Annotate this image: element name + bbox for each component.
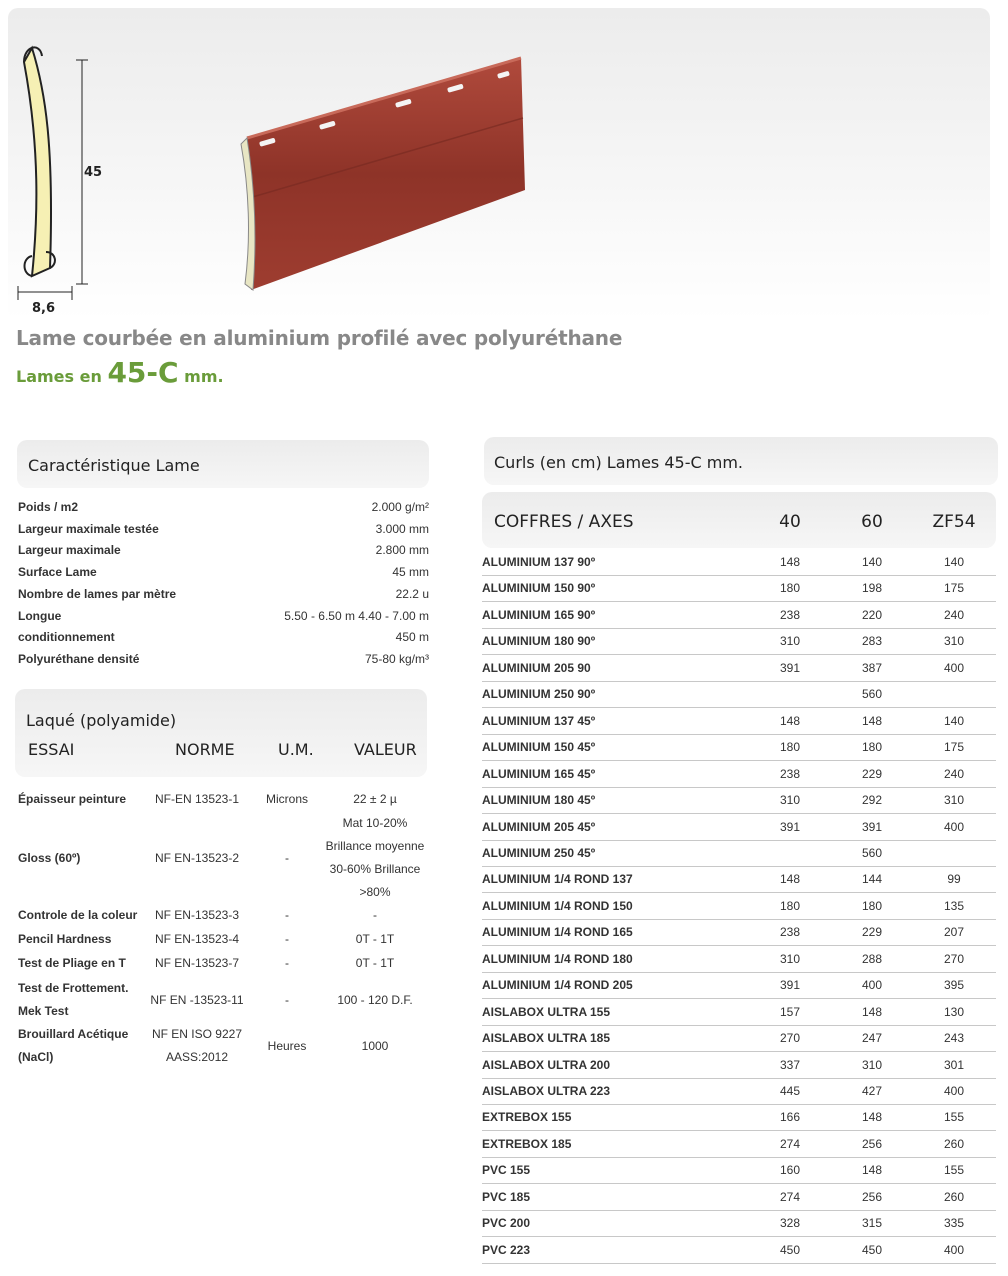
curls-value-zf54: 400 bbox=[943, 819, 965, 834]
curls-row-name: ALUMINIUM 150 45º bbox=[482, 740, 596, 755]
spec-value: 2.000 g/m² bbox=[371, 500, 429, 514]
page-subtitle bbox=[16, 356, 224, 389]
laque-col-essai: ESSAI bbox=[28, 740, 75, 759]
curls-value-40: 337 bbox=[779, 1057, 801, 1072]
laque-valeur: Brillance moyenne bbox=[325, 839, 425, 853]
laque-essai: Mek Test bbox=[18, 1004, 69, 1018]
laque-norme: AASS:2012 bbox=[165, 1050, 229, 1064]
laque-essai: Test de Frottement. bbox=[18, 981, 129, 995]
laque-essai: (NaCl) bbox=[18, 1050, 54, 1064]
curls-value-zf54: 301 bbox=[943, 1057, 965, 1072]
curls-value-60: 148 bbox=[861, 1110, 883, 1125]
curls-value-zf54: 243 bbox=[943, 1031, 965, 1046]
curls-value-60: 229 bbox=[861, 766, 883, 781]
curls-value-60: 450 bbox=[861, 1242, 883, 1257]
spec-row bbox=[18, 605, 429, 627]
curls-value-zf54: 260 bbox=[943, 1189, 965, 1204]
subtitle-suffix: mm. bbox=[184, 367, 224, 386]
curls-value-zf54: 207 bbox=[943, 925, 965, 940]
curls-row bbox=[482, 761, 996, 788]
curls-value-zf54: 400 bbox=[943, 660, 965, 675]
curls-value-60: 256 bbox=[861, 1189, 883, 1204]
curls-value-60: 427 bbox=[861, 1084, 883, 1098]
curls-value-zf54: 270 bbox=[943, 951, 965, 966]
curls-value-zf54: 310 bbox=[943, 634, 965, 649]
curls-row-name: AISLABOX ULTRA 185 bbox=[482, 1031, 611, 1046]
laque-um: - bbox=[285, 932, 289, 946]
curls-value-60: 560 bbox=[861, 845, 883, 860]
curls-row-name: AISLABOX ULTRA 155 bbox=[482, 1004, 611, 1019]
curls-row bbox=[482, 866, 996, 893]
page-title: Lame courbée en aluminium profilé avec polyuréthane bbox=[16, 326, 623, 350]
spec-row bbox=[18, 539, 429, 561]
laque-valeur: 0T - 1T bbox=[355, 956, 395, 970]
curls-value-40: 391 bbox=[779, 660, 801, 675]
curls-value-60: 148 bbox=[861, 1163, 883, 1178]
subtitle-size: 45-C bbox=[107, 356, 179, 389]
curls-value-40: 391 bbox=[779, 819, 801, 834]
curls-row bbox=[482, 1157, 996, 1184]
laque-valeur: 100 - 120 D.F. bbox=[337, 992, 413, 1007]
curls-row-name: ALUMINIUM 1/4 ROND 180 bbox=[482, 951, 633, 966]
laque-um: - bbox=[285, 992, 289, 1007]
curls-row-name: ALUMINIUM 180 45º bbox=[482, 793, 596, 808]
curls-value-40: 157 bbox=[779, 1004, 801, 1019]
laque-header bbox=[15, 689, 427, 777]
laque-um: Microns bbox=[265, 792, 308, 806]
curls-row-name: ALUMINIUM 205 90 bbox=[482, 660, 591, 675]
spec-value: 2.800 mm bbox=[375, 543, 429, 558]
curls-value-zf54: 140 bbox=[943, 713, 965, 728]
spec-row bbox=[18, 626, 429, 648]
curls-row-name: ALUMINIUM 1/4 ROND 137 bbox=[482, 872, 633, 887]
curls-row bbox=[482, 549, 996, 576]
curls-row-name: EXTREBOX 185 bbox=[482, 1136, 572, 1151]
curls-value-zf54: 310 bbox=[943, 793, 965, 808]
curls-value-zf54: 260 bbox=[943, 1136, 965, 1151]
caracteristique-title: Caractéristique Lame bbox=[28, 456, 200, 475]
spec-row bbox=[18, 648, 429, 670]
curls-row bbox=[482, 1131, 996, 1158]
spec-row bbox=[18, 583, 429, 605]
curls-value-zf54: 175 bbox=[943, 581, 965, 596]
spec-row bbox=[18, 561, 429, 583]
curls-value-40: 238 bbox=[779, 766, 801, 781]
curls-row bbox=[482, 575, 996, 602]
curls-row bbox=[482, 602, 996, 629]
curls-value-60: 180 bbox=[861, 740, 883, 755]
curls-row bbox=[482, 1184, 996, 1211]
curls-value-60: 310 bbox=[861, 1057, 883, 1072]
curls-row bbox=[482, 787, 996, 814]
spec-value: 5.50 - 6.50 m 4.40 - 7.00 m bbox=[284, 608, 429, 623]
curls-value-40: 310 bbox=[779, 793, 801, 808]
laque-valeur: - bbox=[373, 908, 377, 922]
height-dimension-label: 45 bbox=[84, 165, 103, 180]
laque-col-valeur: VALEUR bbox=[354, 740, 417, 759]
curls-value-60: 387 bbox=[861, 660, 883, 675]
curls-value-60: 229 bbox=[861, 925, 883, 940]
curls-value-zf54: 155 bbox=[943, 1110, 965, 1125]
curls-row bbox=[482, 946, 996, 973]
curls-row-name: AISLABOX ULTRA 223 bbox=[482, 1084, 611, 1098]
curls-header bbox=[484, 437, 998, 485]
laque-valeur: >80% bbox=[359, 885, 391, 899]
curls-value-60: 144 bbox=[861, 872, 883, 887]
curls-value-60: 283 bbox=[861, 634, 883, 649]
spec-value: 450 m bbox=[395, 630, 429, 645]
laque-col-um: U.M. bbox=[278, 740, 314, 759]
curls-col-40: 40 bbox=[779, 512, 801, 532]
curls-row-name: ALUMINIUM 205 45º bbox=[482, 819, 596, 834]
spec-value: 3.000 mm bbox=[375, 521, 429, 536]
curls-row bbox=[482, 734, 996, 761]
laque-norme: NF-EN 13523-1 bbox=[154, 792, 240, 806]
curls-row bbox=[482, 840, 996, 867]
curls-value-60: 140 bbox=[861, 555, 883, 569]
laque-norme: NF EN-13523-2 bbox=[154, 850, 240, 865]
curls-row-name: EXTREBOX 155 bbox=[482, 1110, 572, 1125]
spec-row bbox=[18, 496, 429, 518]
curls-row bbox=[482, 1078, 996, 1105]
laque-valeur: 1000 bbox=[361, 1038, 389, 1053]
curls-col-zf54: ZF54 bbox=[932, 512, 976, 532]
curls-value-zf54: 130 bbox=[943, 1004, 965, 1019]
curls-value-40: 166 bbox=[779, 1110, 801, 1125]
curls-value-60: 148 bbox=[861, 1004, 883, 1019]
curls-row-name: AISLABOX ULTRA 200 bbox=[482, 1057, 611, 1072]
curls-row bbox=[482, 999, 996, 1026]
curls-row-name: ALUMINIUM 165 45º bbox=[482, 766, 596, 781]
curls-value-60: 247 bbox=[861, 1031, 883, 1046]
curls-row bbox=[482, 628, 996, 655]
curls-value-zf54: 99 bbox=[947, 872, 961, 887]
curls-value-40: 180 bbox=[779, 898, 801, 913]
curls-value-zf54: 140 bbox=[943, 555, 965, 569]
curls-value-60: 400 bbox=[861, 978, 883, 993]
curls-value-zf54: 155 bbox=[943, 1163, 965, 1178]
curls-value-40: 328 bbox=[779, 1216, 801, 1231]
curls-value-40: 238 bbox=[779, 925, 801, 940]
curls-value-40: 160 bbox=[779, 1163, 801, 1178]
curls-value-60: 560 bbox=[861, 687, 883, 702]
laque-norme: NF EN-13523-7 bbox=[154, 956, 240, 970]
spec-label: Longue bbox=[18, 608, 62, 623]
caracteristique-header bbox=[17, 440, 429, 488]
curls-value-40: 391 bbox=[779, 978, 801, 993]
laque-col-norme: NORME bbox=[175, 740, 235, 759]
laque-norme: NF EN -13523-11 bbox=[150, 992, 244, 1007]
curls-title: Curls (en cm) Lames 45-C mm. bbox=[494, 453, 743, 472]
spec-label: Poids / m2 bbox=[18, 500, 79, 514]
curls-value-zf54: 335 bbox=[943, 1216, 965, 1231]
curls-row-name: PVC 223 bbox=[482, 1242, 531, 1257]
curls-value-40: 180 bbox=[779, 740, 801, 755]
curls-value-60: 220 bbox=[861, 607, 883, 622]
laque-essai: Controle de la coleur bbox=[18, 908, 138, 922]
curls-row bbox=[482, 708, 996, 735]
curls-row bbox=[482, 893, 996, 920]
laque-um: - bbox=[285, 908, 289, 922]
laque-essai: Épaisseur peinture bbox=[18, 792, 127, 806]
laque-norme: NF EN ISO 9227 bbox=[151, 1027, 243, 1041]
curls-row bbox=[482, 1210, 996, 1237]
curls-value-60: 256 bbox=[861, 1136, 883, 1151]
curls-row-name: ALUMINIUM 180 90º bbox=[482, 634, 596, 649]
laque-essai: Gloss (60º) bbox=[18, 850, 81, 865]
laque-title: Laqué (polyamide) bbox=[26, 711, 177, 730]
spec-value: 45 mm bbox=[392, 565, 429, 580]
curls-value-60: 315 bbox=[861, 1216, 883, 1231]
spec-label: Largeur maximale testée bbox=[18, 521, 159, 536]
spec-value: 75-80 kg/m³ bbox=[364, 651, 429, 666]
curls-value-40: 310 bbox=[779, 634, 801, 649]
curls-value-zf54: 400 bbox=[943, 1242, 965, 1257]
curls-row bbox=[482, 972, 996, 999]
curls-value-60: 288 bbox=[861, 951, 883, 966]
curls-value-zf54: 135 bbox=[943, 898, 965, 913]
curls-value-60: 180 bbox=[861, 898, 883, 913]
curls-row bbox=[482, 681, 996, 708]
curls-value-60: 391 bbox=[861, 819, 883, 834]
curls-value-40: 270 bbox=[779, 1031, 801, 1046]
slat-product-image bbox=[235, 48, 535, 298]
laque-norme: NF EN-13523-4 bbox=[154, 932, 240, 946]
laque-um: - bbox=[285, 956, 289, 970]
curls-row bbox=[482, 1104, 996, 1131]
curls-value-40: 238 bbox=[779, 607, 801, 622]
subtitle-prefix: Lames en bbox=[16, 367, 102, 386]
curls-row bbox=[482, 814, 996, 841]
curls-row-name: ALUMINIUM 137 90º bbox=[482, 555, 596, 569]
curls-value-60: 198 bbox=[861, 581, 883, 596]
spec-label: conditionnement bbox=[18, 630, 115, 645]
spec-row bbox=[18, 518, 429, 540]
laque-norme: NF EN-13523-3 bbox=[154, 908, 240, 922]
laque-valeur: Mat 10-20% bbox=[342, 816, 408, 830]
curls-row-name: ALUMINIUM 1/4 ROND 205 bbox=[482, 978, 633, 993]
laque-valeur: 0T - 1T bbox=[355, 932, 395, 946]
laque-valeur: 22 ± 2 µ bbox=[353, 792, 397, 806]
curls-row-name: PVC 155 bbox=[482, 1163, 531, 1178]
curls-row-name: PVC 200 bbox=[482, 1216, 531, 1231]
laque-valeur: 30-60% Brillance bbox=[329, 862, 421, 876]
curls-value-40: 148 bbox=[779, 872, 801, 887]
laque-essai: Pencil Hardness bbox=[18, 932, 112, 946]
laque-um: Heures bbox=[267, 1038, 307, 1053]
spec-label: Largeur maximale bbox=[18, 543, 121, 558]
curls-col-60: 60 bbox=[861, 512, 883, 532]
laque-essai: Test de Pliage en T bbox=[18, 956, 126, 970]
spec-label: Polyuréthane densité bbox=[18, 651, 140, 666]
curls-value-40: 450 bbox=[779, 1242, 801, 1257]
curls-row-name: ALUMINIUM 250 90º bbox=[482, 687, 596, 702]
curls-value-60: 292 bbox=[861, 793, 883, 808]
curls-row bbox=[482, 919, 996, 946]
curls-value-60: 148 bbox=[861, 713, 883, 728]
curls-value-zf54: 400 bbox=[943, 1084, 965, 1098]
curls-value-zf54: 395 bbox=[943, 978, 965, 993]
curls-row-name: ALUMINIUM 250 45º bbox=[482, 845, 596, 860]
laque-essai: Brouillard Acétique bbox=[18, 1027, 129, 1041]
curls-row-name: ALUMINIUM 1/4 ROND 165 bbox=[482, 925, 633, 940]
curls-value-zf54: 240 bbox=[943, 766, 965, 781]
curls-row bbox=[482, 1237, 996, 1264]
curls-column-header bbox=[482, 492, 996, 548]
spec-label: Nombre de lames par mètre bbox=[18, 586, 177, 601]
curls-row-name: ALUMINIUM 137 45º bbox=[482, 713, 596, 728]
curls-value-zf54: 175 bbox=[943, 740, 965, 755]
curls-value-40: 445 bbox=[779, 1084, 801, 1098]
curls-value-40: 148 bbox=[779, 555, 801, 569]
curls-row bbox=[482, 1025, 996, 1052]
curls-row bbox=[482, 655, 996, 682]
curls-value-40: 180 bbox=[779, 581, 801, 596]
curls-row-name: ALUMINIUM 1/4 ROND 150 bbox=[482, 898, 633, 913]
curls-value-40: 310 bbox=[779, 951, 801, 966]
spec-value: 22.2 u bbox=[395, 586, 429, 601]
curls-row bbox=[482, 1052, 996, 1079]
width-dimension-label: 8,6 bbox=[32, 301, 56, 316]
spec-label: Surface Lame bbox=[18, 565, 97, 580]
curls-value-40: 274 bbox=[779, 1136, 801, 1151]
curls-row-name: PVC 185 bbox=[482, 1189, 531, 1204]
curls-row-name: ALUMINIUM 150 90º bbox=[482, 581, 596, 596]
laque-um: - bbox=[285, 850, 289, 865]
curls-col-name: COFFRES / AXES bbox=[494, 512, 634, 532]
curls-value-zf54: 240 bbox=[943, 607, 965, 622]
curls-value-40: 148 bbox=[779, 713, 801, 728]
curls-row-name: ALUMINIUM 165 90º bbox=[482, 607, 596, 622]
curls-value-40: 274 bbox=[779, 1189, 801, 1204]
